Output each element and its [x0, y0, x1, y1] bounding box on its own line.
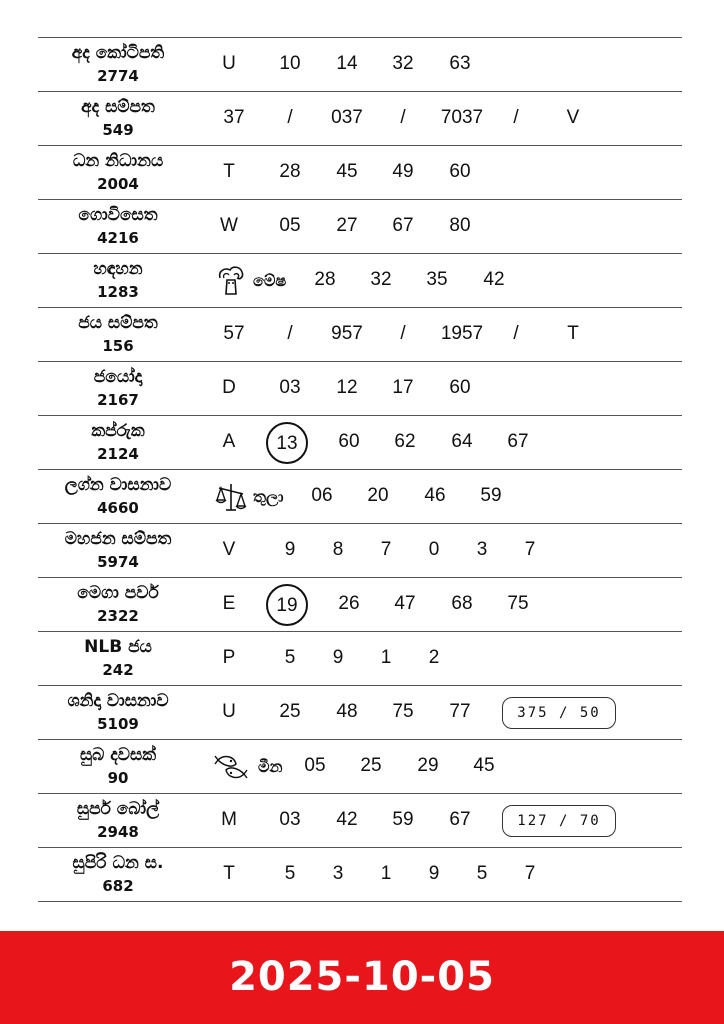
- separator: /: [400, 107, 406, 128]
- lottery-name: කප්රුක: [91, 421, 145, 441]
- date-banner: 2025-10-05: [0, 931, 724, 1024]
- number: 2: [428, 647, 440, 668]
- result-numbers: [38, 362, 682, 415]
- result-row: [38, 254, 682, 308]
- number: 20: [367, 485, 389, 506]
- result-numbers: [38, 416, 682, 469]
- result-numbers: [38, 632, 682, 685]
- number: 49: [392, 161, 414, 182]
- number: 1: [380, 647, 392, 668]
- number: 59: [392, 809, 414, 830]
- letter: W: [220, 215, 238, 236]
- number: 60: [449, 161, 471, 182]
- letter: V: [222, 539, 236, 560]
- draw-number: 2004: [97, 175, 139, 193]
- pisces-icon: [214, 750, 248, 784]
- letter: E: [222, 593, 236, 614]
- special-number-box: 375 / 50: [502, 697, 616, 729]
- letter: M: [221, 809, 237, 830]
- number: 0: [428, 539, 440, 560]
- separator: /: [513, 107, 519, 128]
- result-row: [38, 92, 682, 146]
- draw-number: 2774: [97, 67, 139, 85]
- number: 45: [473, 755, 495, 776]
- number: 45: [336, 161, 358, 182]
- number: 80: [449, 215, 471, 236]
- draw-number: 2124: [97, 445, 139, 463]
- number: 1: [380, 863, 392, 884]
- results-table: [38, 37, 682, 902]
- number: 59: [480, 485, 502, 506]
- number: 7: [380, 539, 392, 560]
- number: 9: [428, 863, 440, 884]
- number: 29: [417, 755, 439, 776]
- number: 5: [284, 647, 296, 668]
- lottery-name: මහජන සම්පත: [64, 529, 172, 549]
- number: 5: [284, 863, 296, 884]
- draw-number: 4660: [97, 499, 139, 517]
- number: 12: [336, 377, 358, 398]
- lottery-name: අද සම්පත: [81, 97, 155, 117]
- number: 3: [332, 863, 344, 884]
- result-row: [38, 308, 682, 362]
- separator: /: [400, 323, 406, 344]
- result-numbers: [38, 308, 682, 361]
- result-numbers: [38, 848, 682, 901]
- number: 06: [311, 485, 333, 506]
- draw-number: 156: [102, 337, 134, 355]
- lottery-name: සුබ දවසක්: [79, 745, 157, 765]
- number: 67: [507, 431, 529, 452]
- number: 64: [451, 431, 473, 452]
- zodiac-name: තුලා: [253, 487, 284, 506]
- lottery-name: මෙගා පවර්: [77, 583, 159, 603]
- separator: /: [513, 323, 519, 344]
- number: 9: [332, 647, 344, 668]
- number: 42: [336, 809, 358, 830]
- draw-number: 2948: [97, 823, 139, 841]
- lottery-name: ලග්න වාසනාව: [64, 475, 172, 495]
- result-numbers: [38, 200, 682, 253]
- number: 62: [394, 431, 416, 452]
- number: 7037: [440, 107, 484, 128]
- result-numbers: [38, 38, 682, 91]
- draw-number: 90: [107, 769, 129, 787]
- number: 3: [476, 539, 488, 560]
- separator: /: [287, 107, 293, 128]
- zodiac-name: මේෂ: [253, 271, 287, 290]
- lottery-name: සුපර් බෝල්: [76, 799, 160, 819]
- draw-number: 1283: [97, 283, 139, 301]
- result-row: [38, 416, 682, 470]
- result-row: [38, 632, 682, 686]
- separator: /: [287, 323, 293, 344]
- draw-number: 2322: [97, 607, 139, 625]
- result-row: [38, 362, 682, 416]
- number: 60: [449, 377, 471, 398]
- number: 60: [338, 431, 360, 452]
- lottery-name: ශනිදා වාසනාව: [67, 691, 169, 711]
- draw-number: 5109: [97, 715, 139, 733]
- number: 14: [336, 53, 358, 74]
- draw-number: 2167: [97, 391, 139, 409]
- number: 48: [336, 701, 358, 722]
- number: 47: [394, 593, 416, 614]
- number: 37: [223, 107, 245, 128]
- number: 32: [370, 269, 392, 290]
- draw-number: 4216: [97, 229, 139, 247]
- number: 957: [331, 323, 363, 344]
- draw-number: 242: [102, 661, 134, 679]
- number: 68: [451, 593, 473, 614]
- lottery-name: ගොවිසෙත: [78, 205, 158, 225]
- number: 67: [449, 809, 471, 830]
- number: 05: [279, 215, 301, 236]
- lottery-name: ජය සම්පත: [78, 313, 158, 333]
- letter: T: [567, 323, 579, 344]
- number: 75: [507, 593, 529, 614]
- result-numbers: [38, 254, 682, 307]
- number: 26: [338, 593, 360, 614]
- result-row: [38, 848, 682, 902]
- number: 28: [314, 269, 336, 290]
- result-numbers: [38, 92, 682, 145]
- bonus-number-circle: 19: [266, 584, 308, 626]
- number: 77: [449, 701, 471, 722]
- number: 9: [284, 539, 296, 560]
- number: 1957: [440, 323, 484, 344]
- lottery-name: ජයෝදා: [93, 367, 143, 387]
- number: 037: [331, 107, 363, 128]
- result-numbers: [38, 794, 682, 847]
- result-row: [38, 686, 682, 740]
- result-numbers: [38, 740, 682, 793]
- lottery-name: අද කෝටිපති: [71, 43, 165, 63]
- result-row: [38, 200, 682, 254]
- letter: D: [222, 377, 236, 398]
- number: 32: [392, 53, 414, 74]
- lottery-name: හඳහන: [93, 259, 143, 279]
- result-numbers: [38, 578, 682, 631]
- result-row: [38, 38, 682, 92]
- number: 17: [392, 377, 414, 398]
- letter: U: [222, 701, 236, 722]
- lottery-name: NLB ජය: [84, 637, 152, 657]
- number: 8: [332, 539, 344, 560]
- number: 28: [279, 161, 301, 182]
- number: 75: [392, 701, 414, 722]
- zodiac-name: මීන: [258, 757, 283, 776]
- letter: T: [223, 863, 235, 884]
- number: 42: [483, 269, 505, 290]
- number: 05: [304, 755, 326, 776]
- bonus-number-circle: 13: [266, 422, 308, 464]
- lottery-name: ධන නිධානය: [72, 151, 164, 171]
- result-numbers: [38, 470, 682, 523]
- result-row: [38, 524, 682, 578]
- result-row: [38, 470, 682, 524]
- number: 57: [223, 323, 245, 344]
- number: 03: [279, 809, 301, 830]
- number: 10: [279, 53, 301, 74]
- draw-number: 682: [102, 877, 134, 895]
- aries-icon: [214, 264, 248, 298]
- result-row: [38, 794, 682, 848]
- libra-icon: [214, 480, 248, 514]
- special-number-box: 127 / 70: [502, 805, 616, 837]
- number: 7: [524, 539, 536, 560]
- draw-number: 5974: [97, 553, 139, 571]
- number: 46: [424, 485, 446, 506]
- number: 63: [449, 53, 471, 74]
- number: 5: [476, 863, 488, 884]
- result-row: [38, 740, 682, 794]
- result-row: [38, 146, 682, 200]
- number: 25: [360, 755, 382, 776]
- number: 67: [392, 215, 414, 236]
- number: 7: [524, 863, 536, 884]
- number: 03: [279, 377, 301, 398]
- result-numbers: [38, 524, 682, 577]
- lottery-name: සුපිරි ධන ස.: [72, 853, 164, 873]
- number: 27: [336, 215, 358, 236]
- result-numbers: [38, 146, 682, 199]
- number: 25: [279, 701, 301, 722]
- letter: A: [222, 431, 236, 452]
- result-numbers: [38, 686, 682, 739]
- letter: P: [222, 647, 236, 668]
- letter: V: [566, 107, 580, 128]
- result-row: [38, 578, 682, 632]
- letter: U: [222, 53, 236, 74]
- draw-number: 549: [102, 121, 134, 139]
- number: 35: [426, 269, 448, 290]
- letter: T: [223, 161, 235, 182]
